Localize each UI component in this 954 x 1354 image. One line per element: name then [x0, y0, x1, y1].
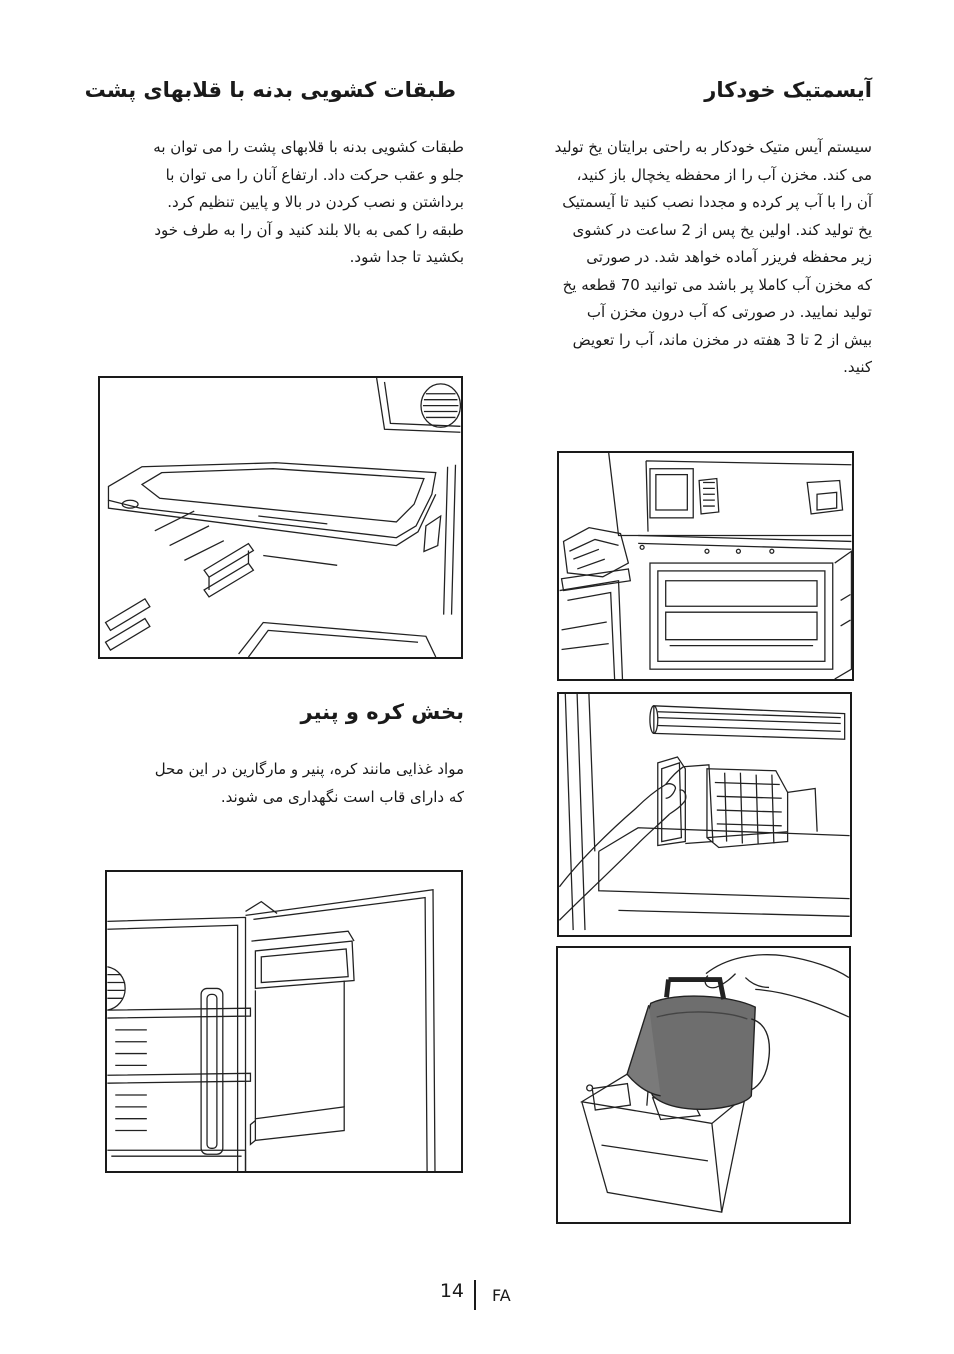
paragraph-line: جلو و عقب حرکت داد. ارتفاع آنان را می توان با	[165, 165, 464, 184]
paragraph-line: مواد غذایی مانند کره، پنیر و مارگارین در این محل	[154, 760, 464, 778]
paragraph-line: برداشتن و نصب کردن در بالا و پایین تنظیم کرد.	[167, 193, 464, 211]
paragraph-line: سیستم آیس متیک خودکار به راحتی برایتان یخ تولید	[554, 138, 872, 156]
icematic-drawing	[559, 453, 852, 679]
butter-cheese-drawing	[107, 872, 461, 1171]
paragraph-line: تولید نمایید. در صورتی که آب درون مخزن آب	[586, 303, 872, 321]
icematic-illustration	[557, 451, 854, 681]
butter-cheese-heading: بخش کره و پنیر	[300, 700, 464, 724]
paragraph-line: طبقات کشویی بدنه با قلابهای پشت را می توان به	[153, 138, 464, 156]
paragraph-line: که دارای قاب است نگهداری می شوند.	[220, 787, 464, 806]
paragraph-line: یخ تولید کند. اولین یخ پس از 2 ساعت در کشوی	[572, 220, 872, 239]
shelf-illustration	[98, 376, 463, 659]
water-tank-illustration	[557, 692, 852, 937]
page-number: 14	[439, 1280, 464, 1302]
footer-divider	[474, 1280, 476, 1310]
icematic-paragraph	[555, 134, 872, 382]
shelf-drawing	[100, 378, 461, 657]
water-tank-drawing	[559, 694, 850, 935]
paragraph-line: زیر محفظه فریزر آماده خواهد شد. در صورتی	[586, 248, 872, 266]
paragraph-line: بکشید تا جدا شود.	[349, 248, 464, 266]
paragraph-line: که مخزن آب کاملا پر باشد می توانید 70 قطعه یخ	[562, 275, 872, 294]
butter-cheese-paragraph	[155, 756, 464, 811]
language-code: FA	[492, 1286, 511, 1305]
sliding-shelves-heading: طبقات کشویی بدنه با قلابهای پشت	[84, 78, 456, 102]
icematic-heading: آیسمتیک خودکار	[704, 78, 872, 102]
paragraph-line: آن را با آب پر کرده و مجددا نصب کنید تا آیسمتیک	[562, 193, 872, 211]
sliding-shelves-paragraph	[153, 134, 464, 272]
paragraph-line: می کند. مخزن آب را از محفظه یخچال باز کنید،	[576, 165, 872, 184]
butter-cheese-illustration	[105, 870, 463, 1173]
paragraph-line: کنید.	[843, 358, 872, 376]
filling-jug-illustration	[556, 946, 851, 1224]
paragraph-line: طبقه را کمی به بالا بلند کنید و آن را به طرف خود	[154, 220, 464, 239]
filling-jug-drawing	[558, 948, 849, 1222]
paragraph-line: بیش از 2 تا 3 هفته در مخزن ماند، آب را تعویض	[572, 330, 872, 349]
